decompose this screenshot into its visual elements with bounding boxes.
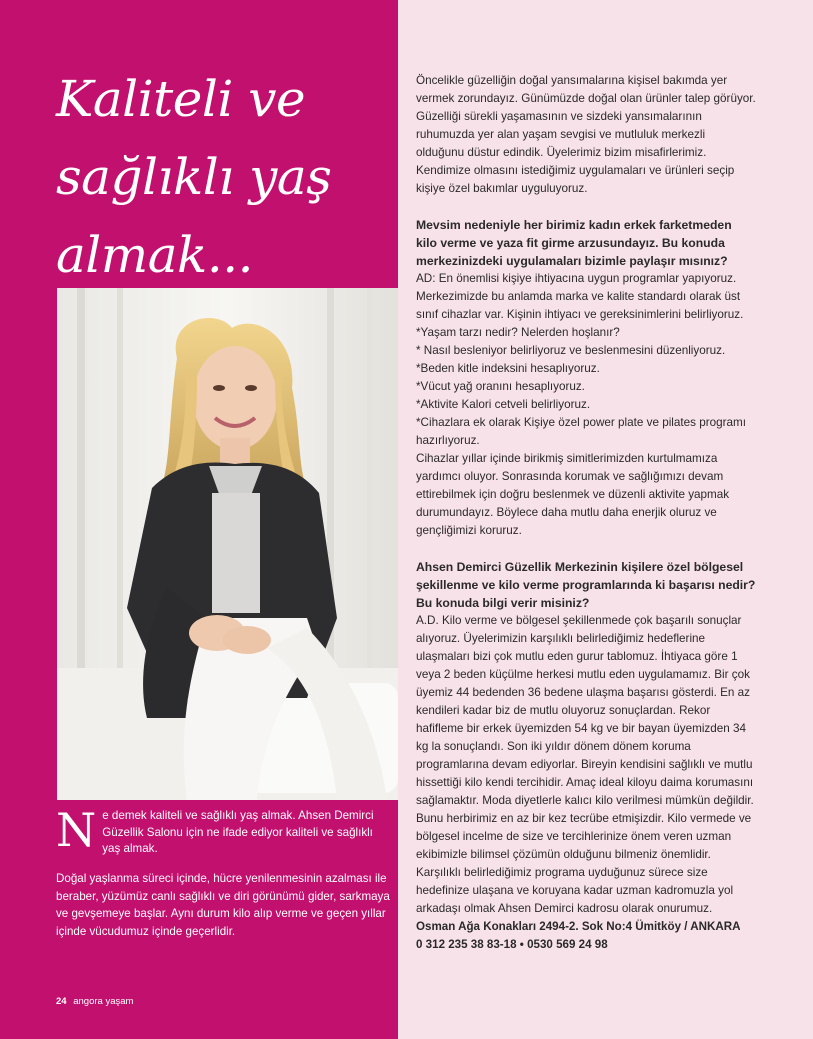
page-number: 24 — [56, 996, 67, 1007]
list-item: *Vücut yağ oranını hesaplıyoruz. — [416, 380, 585, 393]
list-item: *Beden kitle indeksini hesaplıyoruz. — [416, 362, 600, 375]
magazine-name: angora yaşam — [73, 996, 134, 1007]
intro-answer: Doğal yaşlanma süreci içinde, hücre yenilenmesinin azalması ile beraber, yüzümüz canlı sağlıklı ve diri görünümü gider, sarkmaya ve gevşemeye başlar. Aynı durum kilo alıp verme ve geçen yıllar içinde vücudumuz içinde geçerlidir. — [56, 872, 390, 938]
paragraph-intro: Öncelikle güzelliğin doğal yansımalarına kişisel bakımda yer vermek zorundayız. Günümüzde doğal olan ürünler talep görüyor. Güzelliği sürekli yaşamasının ve sizdeki yansımalarının ruhumuzda yer alan yaşam sevgisi ve mutluluk merkezli olduğunu düstur edindik. Üyelerimiz bizim misafirlerimiz. Kendimize olmasını istediğimiz uygulamaları ve ürünleri seçip kişiye özel bakımlar uyguluyoruz. — [416, 74, 756, 195]
portrait-photo — [57, 288, 398, 800]
intro-question — [56, 803, 394, 858]
list-item: * Nasıl besleniyor belirliyoruz ve beslenmesini düzenliyoruz. — [416, 344, 726, 357]
answer-2: A.D. Kilo verme ve bölgesel şekillenmede çok başarılı sonuçlar alıyoruz. Üyelerimizin karşılıklı belirlediğimiz hedeflerine ulaşmaları bizi çok mutlu eden gurur tablomuz. İhtiyaca göre 1 veya 2 beden küçülme herkesi mutlu eden uygulamamız. Bir çok üyemiz 44 bedenden 36 bedene ulaşma başarısı gösterdi. En az kendileri kadar biz de mutlu oluyoruz sonuçlardan. Rekor hafifleme bir erkek üyemizden 54 kg ve bir bayan üyemizden 34 kg la sonuçlandı. Son iki yıldır dönem dönem koruma programlarına devam ediyorlar. Bireyin kendisini sağlıklı ve mutlu hissettiği kilo kendi tercihidir. Amaç ideal kiloyu daima korumasını sağlamaktır. Moda diyetlerle kalıcı kilo verilmesi mümkün değildir. Bunu herbirimiz en az bir kez tecrübe etmişizdir. Kilo vermede ve bölgesel incelme de size ve tercihlerinize önem veren uzman ekibimizle bilimsel çözümün olduğunu bilmeniz önemlidir. Karşılıklı belirlediğimiz programa uyduğunuz sürece size hedefinize ulaşana ve koruyana kadar uzman kadromuzla yol arkadaşı olmak Ahsen Demirci kadrosu olarak onurumuz. — [416, 614, 754, 915]
list-item: *Cihazlara ek olarak Kişiye özel power plate ve pilates programı hazırlıyoruz. — [416, 416, 747, 447]
answer-1-continued: Cihazlar yıllar içinde birikmiş simitlerimizden kurtulmamıza yardımcı oluyor. Sonrasında korumak ve sağlığımızı devam ettirebilmek için doğru beslenmek ve düzenli aktivite yapmak durumundayız. Böylece daha mutlu daha enerjik oluruz ve gençliğimizi koruruz. — [416, 452, 730, 537]
answer-1: AD: En önemlisi kişiye ihtiyacına uygun programlar yapıyoruz. Merkezimizde bu anlamda marka ve kalite standardı olarak üst sınıf cihazlar var. Kişinin ihtiyacı ve gereksinimlerini belirliyoruz. — [416, 272, 744, 321]
portrait-illustration — [57, 288, 398, 800]
intro-question-text: e demek kaliteli ve sağlıklı yaş almak. Ahsen Demirci Güzellik Salonu için ne ifade ediyor kaliteli ve sağlıklı yaş almak. — [102, 809, 374, 855]
phone-numbers: 0 312 235 38 83-18 • 0530 569 24 98 — [416, 938, 608, 951]
list-item: *Yaşam tarzı nedir? Nelerden hoşlanır? — [416, 326, 620, 339]
article-title: Kaliteli ve sağlıklı yaş almak... — [56, 70, 332, 284]
page-footer — [56, 996, 133, 1007]
drop-cap: N — [56, 803, 97, 857]
question-2: Ahsen Demirci Güzellik Merkezinin kişilere özel bölgesel şekillenme ve kilo verme programlarında ki başarısı nedir? Bu konuda bilgi verir misiniz? — [416, 560, 756, 610]
address: Osman Ağa Konakları 2494-2. Sok No:4 Ümitköy / ANKARA — [416, 920, 741, 933]
question-1: Mevsim nedeniyle her birimiz kadın erkek farketmeden kilo verme ve yaza fit girme arzusundayız. Bu konuda merkezinizdeki uygulamaları bizimle paylaşır mısınız? — [416, 218, 732, 268]
list-item: *Aktivite Kalori cetveli belirliyoruz. — [416, 398, 591, 411]
article-column — [416, 72, 756, 954]
